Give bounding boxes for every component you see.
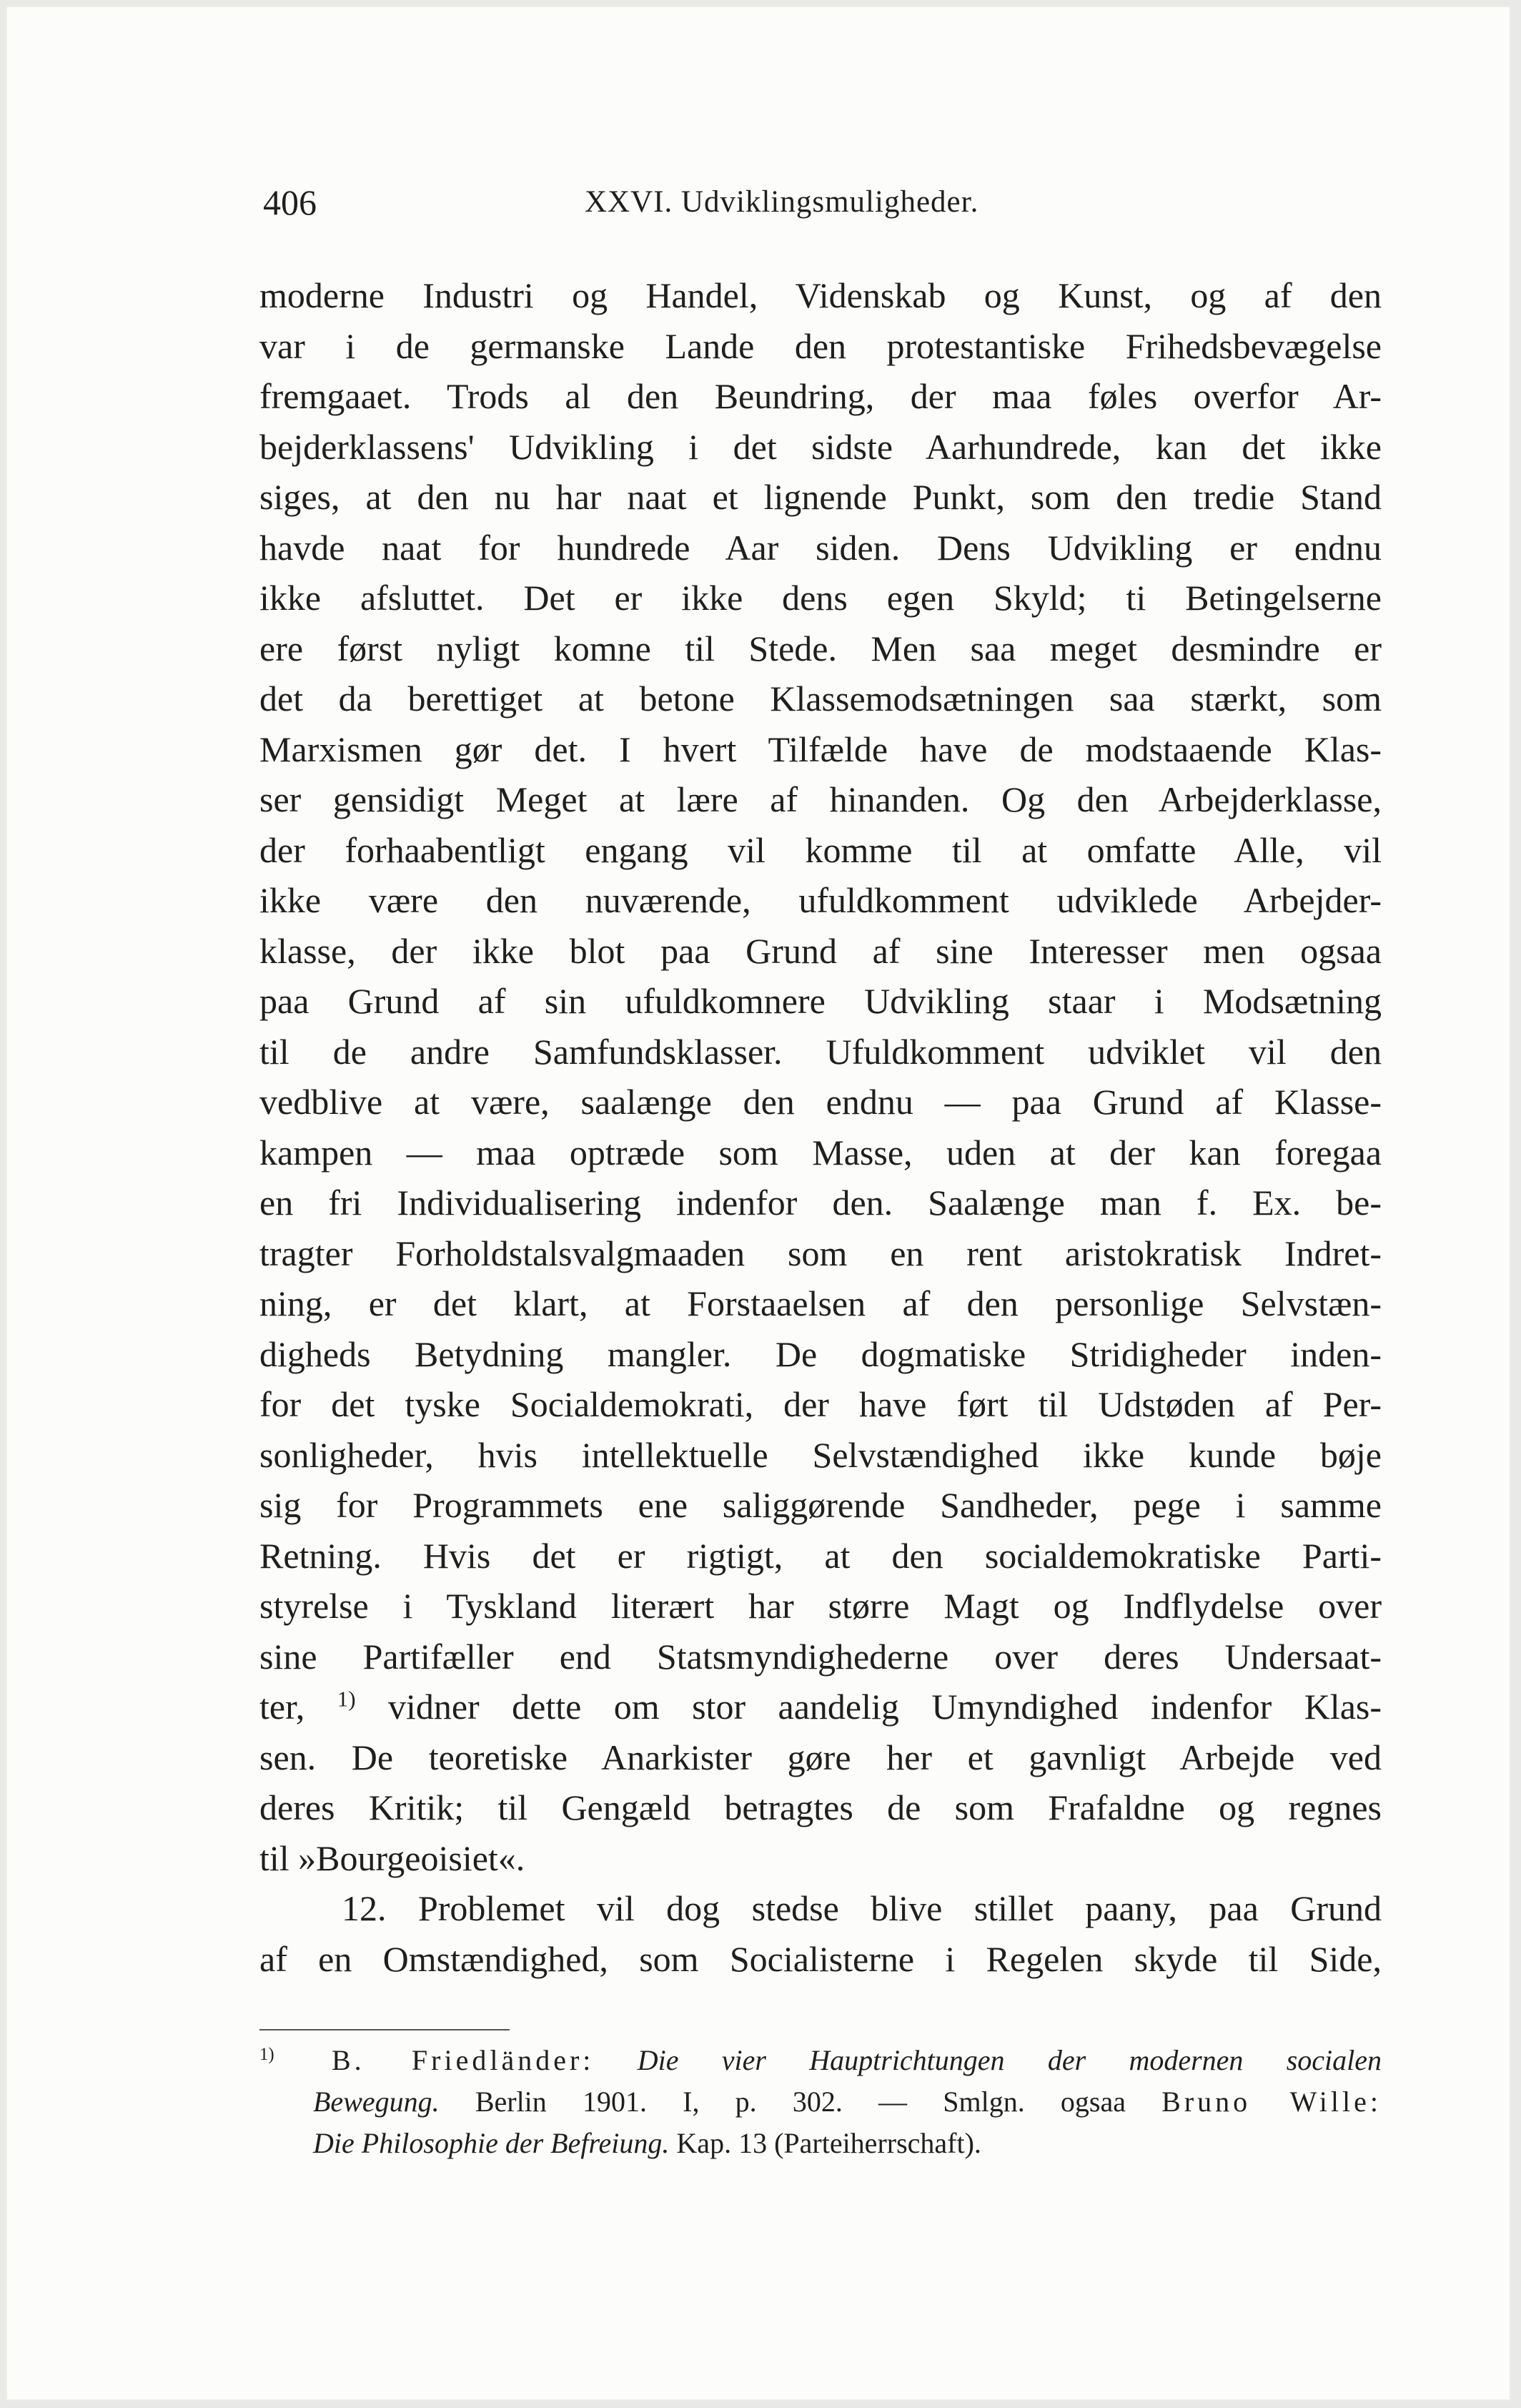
text-line: en fri Individualisering indenfor den. Saalænge man f. Ex. be- [259,1183,1382,1223]
text-line: deres Kritik; til Gengæld betragtes de som Frafaldne og regnes [259,1787,1382,1827]
footnotes [259,2040,1382,2164]
text-line: ere først nyligt komne til Stede. Men saa meget desmindre er [259,628,1382,668]
text-line: sine Partifæller end Statsmyndighederne over deres Undersaat- [259,1636,1382,1677]
footnote-line [259,2081,1382,2123]
text-line: det da berettiget at betone Klassemodsætningen saa stærkt, som [259,679,1382,719]
text-line: sig for Programmets ene saliggørende Sandheder, pege i samme [259,1485,1382,1525]
text-line: moderne Industri og Handel, Videnskab og Kunst, og af den [259,275,1382,315]
running-title: XXVI. Udviklingsmuligheder. [585,185,979,219]
text-line: ikke afsluttet. Det er ikke dens egen Skyld; ti Betingelserne [259,578,1382,618]
paragraph-start-line: 12. Problemet vil dog stedse blive stillet paany, paa Grund [342,1888,1382,1928]
text-line: styrelse i Tyskland literært har større Magt og Indflydelse over [259,1586,1382,1626]
text-line: bejderklassens' Udvikling i det sidste Aarhundrede, kan det ikke [259,426,1382,467]
text-line: klasse, der ikke blot paa Grund af sine Interesser men ogsaa [259,930,1382,971]
text-line: sonligheder, hvis intellektuelle Selvstændighed ikke kunde bøje [259,1434,1382,1475]
text-line: paa Grund af sin ufuldkomnere Udvikling staar i Modsætning [259,981,1382,1021]
footnote-author: Bruno Wille: [1161,2086,1382,2118]
footnote-title: Die vier Hauptrichtungen der modernen socialen [637,2044,1382,2076]
text-line: der forhaabentligt engang vil komme til at omfatte Alle, vil [259,829,1382,870]
text-line: til de andre Samfundsklasser. Ufuldkomment udviklet vil den [259,1031,1382,1072]
main-text [259,270,1382,1984]
book-page [6,6,1511,2401]
text-line: digheds Betydning mangler. De dogmatiske Stridigheder inden- [259,1333,1382,1374]
text-line: vedblive at være, saalænge den endnu — paa Grund af Klasse- [259,1082,1382,1122]
text-line: sen. De teoretiske Anarkister gøre her et gavnligt Arbejde ved [259,1737,1382,1777]
text-line: siges, at den nu har naat et lignende Punkt, som den tredie Stand [259,477,1382,517]
text-line: kampen — maa optræde som Masse, uden at der kan foregaa [259,1132,1382,1173]
footnote-line [259,2040,1382,2081]
text-fragment: ter, [259,1687,305,1727]
footnote-publication: Berlin 1901. I, p. 302. — Smlgn. ogsaa [475,2086,1126,2118]
paragraph-end-line: til »Bourgeoisiet«. [259,1837,525,1878]
footnote-line [259,2123,1382,2164]
text-line: var i de germanske Lande den protestantiske Frihedsbevægelse [259,325,1382,366]
footnote-author: B. Friedländer: [331,2044,595,2076]
text-line-with-note [259,1682,1382,1732]
text-line: af en Omstændighed, som Socialisterne i Regelen skyde til Side, [259,1938,1382,1979]
text-line: havde naat for hundrede Aar siden. Dens Udvikling er endnu [259,527,1382,568]
footnote-divider [259,2029,510,2030]
page-number: 406 [263,182,317,222]
text-line: for det tyske Socialdemokrati, der have ført til Udstøden af Per- [259,1384,1382,1424]
text-line: fremgaaet. Trods al den Beundring, der maa føles overfor Ar- [259,376,1382,416]
text-line: Marxismen gør det. I hvert Tilfælde have de modstaaende Klas- [259,729,1382,769]
text-line: ser gensidigt Meget at lære af hinanden. Og den Arbejderklasse, [259,779,1382,819]
text-fragment: vidner dette om stor aandelig Umyndighed indenfor Klas- [387,1687,1382,1727]
text-line: ikke være den nuværende, ufuldkomment udviklede Arbejder- [259,880,1382,920]
footnote-reference[interactable]: 1) [337,1686,356,1712]
footnote-marker: 1) [259,2044,274,2064]
text-line: Retning. Hvis det er rigtigt, at den socialdemokratiske Parti- [259,1535,1382,1576]
footnote-publication: Kap. 13 (Parteiherrschaft). [676,2127,981,2159]
footnote-title: Bewegung. [313,2086,440,2118]
footnote-title: Die Philosophie der Befreiung. [313,2127,670,2159]
running-header [259,181,1374,224]
text-line: tragter Forholdstalsvalgmaaden som en rent aristokratisk Indret- [259,1233,1382,1273]
text-line: ning, er det klart, at Forstaaelsen af den personlige Selvstæn- [259,1283,1382,1323]
